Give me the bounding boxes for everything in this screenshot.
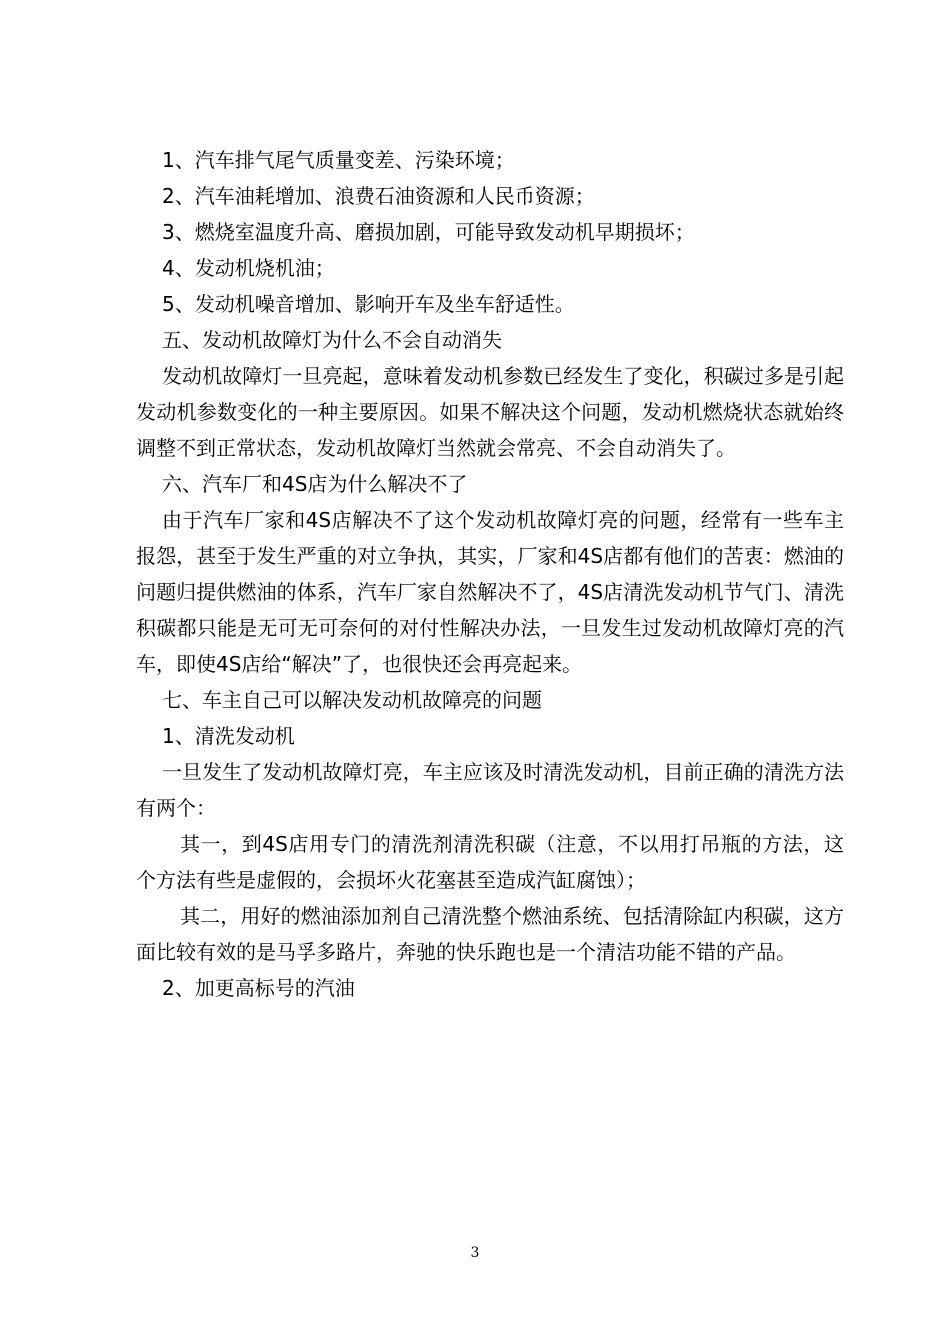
paragraph-section-5: 发动机故障灯一旦亮起，意味着发动机参数已经发生了变化，积碳过多是引起发动机参数变化的一种主要原因。如果不解决这个问题，发动机燃烧状态就始终调整不到正常状态，发动机故障灯当然就会常亮、不会自动消失了。 — [136, 364, 844, 460]
subheading-clean-engine: 1、清洗发动机 — [162, 724, 295, 748]
list-item-5: 5、发动机噪音增加、影响开车及坐车舒适性。 — [162, 292, 575, 316]
list-item-2: 2、汽车油耗增加、浪费石油资源和人民币资源； — [162, 184, 595, 208]
section-heading-7: 七、车主自己可以解决发动机故障亮的问题 — [162, 688, 542, 712]
section-heading-6: 六、汽车厂和4S店为什么解决不了 — [162, 472, 468, 496]
list-item-1: 1、汽车排气尾气质量变差、污染环境； — [162, 148, 515, 172]
paragraph-method-two: 其二，用好的燃油添加剂自己清洗整个燃油系统、包括清除缸内积碳，这方面比较有效的是马孚多路片，奔驰的快乐跑也是一个清洁功能不错的产品。 — [136, 904, 844, 964]
list-item-3: 3、燃烧室温度升高、磨损加剧，可能导致发动机早期损坏； — [162, 220, 695, 244]
list-item-4: 4、发动机烧机油； — [162, 256, 335, 280]
page-number: 3 — [470, 1245, 480, 1261]
document-body — [136, 142, 844, 1006]
paragraph-method-one: 其一，到4S店用专门的清洗剂清洗积碳（注意，不以用打吊瓶的方法，这个方法有些是虚假的，会损坏火花塞甚至造成汽缸腐蚀）； — [136, 832, 844, 892]
subheading-higher-octane: 2、加更高标号的汽油 — [162, 976, 355, 1000]
section-heading-5: 五、发动机故障灯为什么不会自动消失 — [162, 328, 502, 352]
paragraph-clean-engine: 一旦发生了发动机故障灯亮，车主应该及时清洗发动机，目前正确的清洗方法有两个： — [136, 760, 844, 820]
paragraph-section-6: 由于汽车厂家和4S店解决不了这个发动机故障灯亮的问题，经常有一些车主报怨，甚至于发生严重的对立争执，其实，厂家和4S店都有他们的苦衷：燃油的问题归提供燃油的体系，汽车厂家自然解决不了，4S店清洗发动机节气门、清洗积碳都只能是无可无可奈何的对付性解决办法，一旦发生过发动机故障灯亮的汽车，即使4S店给“解决”了，也很快还会再亮起来。 — [136, 508, 844, 676]
